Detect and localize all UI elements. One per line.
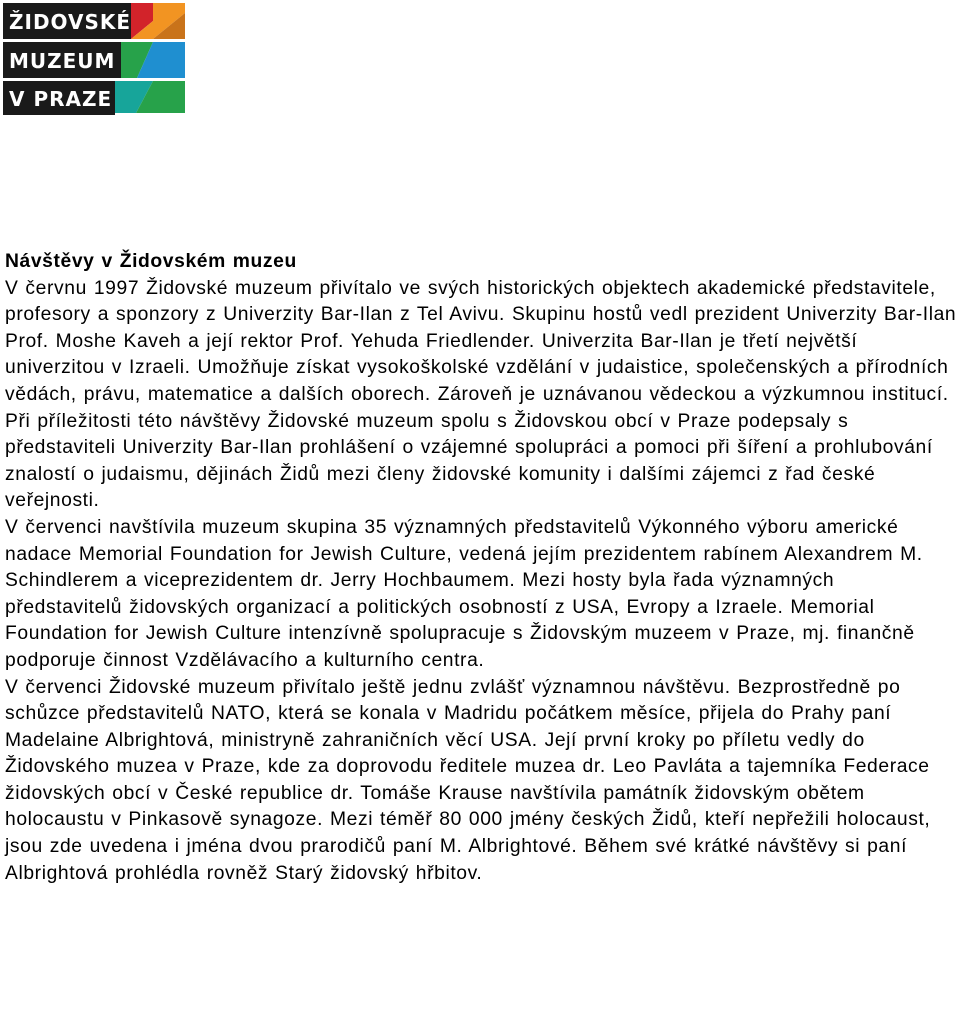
logo-line-2: MUZEUM: [3, 42, 121, 78]
article-paragraph-2: V červenci navštívila muzeum skupina 35 významných představitelů Výkonného výboru americké nadace Memorial Foundation for Jewish Culture, vedená jejím prezidentem rabínem Alexandrem M. Schindlerem a viceprezidentem dr. Jerry Hochbaumem. Mezi hosty byla řada významných představitelů židovských organizací a politických osobností z USA, Evropy a Izraele. Memorial Foundation for Jewish Culture intenzívně spolupracuje s Židovským muzeem v Praze, mj. finančně podporuje činnost Vzdělávacího a kulturního centra.: [5, 516, 923, 671]
article-title: Návštěvy v Židovském muzeu: [5, 251, 297, 272]
article-paragraph-1: V červnu 1997 Židovské muzeum přivítalo ve svých historických objektech akademické představitele, profesory a sponzory z Univerzity Bar-Ilan z Tel Avivu. Skupinu hostů vedl prezident Univerzity Bar-Ilan Prof. Moshe Kaveh a její rektor Prof. Yehuda Friedlender. Univerzita Bar-Ilan je třetí největší univerzitou v Izraeli. Umožňuje získat vysokoškolské vzdělání v judaistice, společenských a přírodních vědách, právu, matematice a dalších oborech. Zároveň je uznávanou vědeckou a výzkumnou institucí. Při příležitosti této návštěvy Židovské muzeum spolu s Židovskou obcí v Praze podepsaly s představiteli Univerzity Bar-Ilan prohlášení o vzájemné spolupráci a pomoci při šíření a prohlubování znalostí o judaismu, dějinách Židů mezi členy židovské komunity i dalšími zájemci z řad české veřejnosti.: [5, 277, 957, 512]
museum-logo: [3, 3, 185, 113]
logo-line-1: ŽIDOVSKÉ: [3, 3, 131, 39]
article-paragraph-3: V červenci Židovské muzeum přivítalo ještě jednu zvlášť významnou návštěvu. Bezprostředně po schůzce představitelů NATO, která se konala v Madridu počátkem měsíce, přijela do Prahy paní Madelaine Albrightová, ministryně zahraničních věcí USA. Její první kroky po příletu vedly do Židovského muzea v Praze, kde za doprovodu ředitele muzea dr. Leo Pavláta a tajemníka Federace židovských obcí v České republice dr. Tomáše Krause navštívila památník židovským obětem holocaustu v Pinkasově synagoze. Mezi téměř 80 000 jmény českých Židů, kteří nepřežili holocaust, jsou zde uvedena i jména dvou prarodičů paní M. Albrightové. Během své krátké návštěvy si paní Albrightová prohlédla rovněž Starý židovský hřbitov.: [5, 676, 931, 884]
article: [5, 249, 957, 887]
logo-line-3: V PRAZE: [3, 81, 115, 115]
